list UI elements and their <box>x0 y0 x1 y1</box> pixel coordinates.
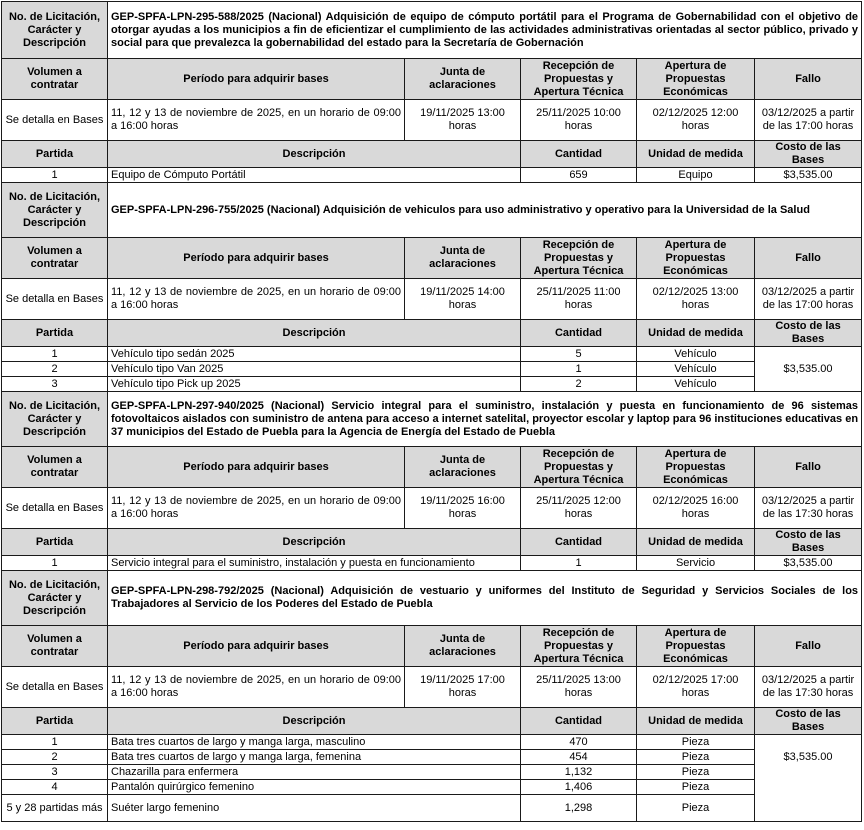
recepcion-value: 25/11/2025 11:00 horas <box>521 279 637 320</box>
item-partida: 5 y 28 partidas más <box>2 795 108 822</box>
descripcion-header: Descripción <box>108 708 521 735</box>
cantidad-header: Cantidad <box>521 141 637 168</box>
item-unidad: Pieza <box>637 765 755 780</box>
periodo-header: Período para adquirir bases <box>108 626 405 667</box>
apertura-value: 02/12/2025 13:00 horas <box>637 279 755 320</box>
partida-header: Partida <box>2 141 108 168</box>
item-row <box>2 347 862 362</box>
periodo-value: 11, 12 y 13 de noviembre de 2025, en un horario de 09:00 a 16:00 horas <box>108 100 405 141</box>
recepcion-value: 25/11/2025 10:00 horas <box>521 100 637 141</box>
item-cantidad: 2 <box>521 377 637 392</box>
cantidad-header: Cantidad <box>521 708 637 735</box>
partida-header: Partida <box>2 529 108 556</box>
item-partida: 2 <box>2 362 108 377</box>
junta-header: Junta de aclaraciones <box>405 59 521 100</box>
volumen-value: Se detalla en Bases <box>2 100 108 141</box>
volumen-header: Volumen a contratar <box>2 59 108 100</box>
item-cantidad: 5 <box>521 347 637 362</box>
periodo-header: Período para adquirir bases <box>108 238 405 279</box>
junta-value: 19/11/2025 16:00 horas <box>405 488 521 529</box>
descripcion-header: Descripción <box>108 141 521 168</box>
fallo-value: 03/12/2025 a partir de las 17:30 horas <box>755 488 862 529</box>
item-partida: 1 <box>2 735 108 750</box>
cantidad-header: Cantidad <box>521 529 637 556</box>
recepcion-header: Recepción de Propuestas y Apertura Técnica <box>521 59 637 100</box>
costo-value: $3,535.00 <box>755 168 862 183</box>
item-unidad: Pieza <box>637 795 755 822</box>
apertura-header: Apertura de Propuestas Económicas <box>637 238 755 279</box>
item-cantidad: 1,298 <box>521 795 637 822</box>
item-cantidad: 470 <box>521 735 637 750</box>
item-descripcion: Bata tres cuartos de largo y manga larga, masculino <box>108 735 521 750</box>
junta-value: 19/11/2025 14:00 horas <box>405 279 521 320</box>
junta-value: 19/11/2025 17:00 horas <box>405 667 521 708</box>
periodo-value: 11, 12 y 13 de noviembre de 2025, en un horario de 09:00 a 16:00 horas <box>108 279 405 320</box>
licitacion-label: No. de Licitación, Carácter y Descripción <box>2 2 108 59</box>
costo-header: Costo de las Bases <box>755 320 862 347</box>
schedule-header-row <box>2 626 862 667</box>
periodo-header: Período para adquirir bases <box>108 447 405 488</box>
item-row <box>2 556 862 571</box>
volumen-value: Se detalla en Bases <box>2 279 108 320</box>
item-descripcion: Vehículo tipo Van 2025 <box>108 362 521 377</box>
item-cantidad: 659 <box>521 168 637 183</box>
item-unidad: Servicio <box>637 556 755 571</box>
apertura-value: 02/12/2025 17:00 horas <box>637 667 755 708</box>
costo-empty-cell <box>755 780 862 822</box>
item-descripcion: Servicio integral para el suministro, instalación y puesta en funcionamiento <box>108 556 521 571</box>
items-header-row <box>2 708 862 735</box>
fallo-header: Fallo <box>755 447 862 488</box>
apertura-header: Apertura de Propuestas Económicas <box>637 59 755 100</box>
schedule-row <box>2 667 862 708</box>
tender-header-row <box>2 2 862 59</box>
item-row <box>2 362 862 377</box>
item-cantidad: 454 <box>521 750 637 765</box>
tender-title: GEP-SPFA-LPN-297-940/2025 (Nacional) Servicio integral para el suministro, instalación y puesta en funcionamiento de 96 sistemas fotovoltaicos aislados con suministro de antena para acceso a internet satelital, proyector escolar y laptop para 96 instituciones educativas en 37 municipios del Estado de Puebla para la Agencia de Energía del Estado de Puebla <box>108 392 862 447</box>
periodo-header: Período para adquirir bases <box>108 59 405 100</box>
tender-header-row <box>2 392 862 447</box>
item-descripcion: Suéter largo femenino <box>108 795 521 822</box>
tender-title: GEP-SPFA-LPN-298-792/2025 (Nacional) Adquisición de vestuario y uniformes del Instituto de Seguridad y Servicios Sociales de los Trabajadores al Servicio de los Poderes del Estado de Puebla <box>108 571 862 626</box>
recepcion-header: Recepción de Propuestas y Apertura Técnica <box>521 447 637 488</box>
item-descripcion: Bata tres cuartos de largo y manga larga, femenina <box>108 750 521 765</box>
schedule-header-row <box>2 59 862 100</box>
volumen-header: Volumen a contratar <box>2 626 108 667</box>
volumen-value: Se detalla en Bases <box>2 667 108 708</box>
unidad-header: Unidad de medida <box>637 141 755 168</box>
partida-header: Partida <box>2 320 108 347</box>
item-row <box>2 168 862 183</box>
recepcion-value: 25/11/2025 12:00 horas <box>521 488 637 529</box>
periodo-value: 11, 12 y 13 de noviembre de 2025, en un horario de 09:00 a 16:00 horas <box>108 667 405 708</box>
item-unidad: Pieza <box>637 735 755 750</box>
junta-header: Junta de aclaraciones <box>405 447 521 488</box>
fallo-value: 03/12/2025 a partir de las 17:00 horas <box>755 279 862 320</box>
item-descripcion: Vehículo tipo sedán 2025 <box>108 347 521 362</box>
item-partida: 3 <box>2 377 108 392</box>
cantidad-header: Cantidad <box>521 320 637 347</box>
item-unidad: Pieza <box>637 750 755 765</box>
periodo-value: 11, 12 y 13 de noviembre de 2025, en un horario de 09:00 a 16:00 horas <box>108 488 405 529</box>
item-descripcion: Chazarilla para enfermera <box>108 765 521 780</box>
item-partida: 1 <box>2 347 108 362</box>
licitacion-label: No. de Licitación, Carácter y Descripción <box>2 183 108 238</box>
costo-value: $3,535.00 <box>755 556 862 571</box>
tender-header-row <box>2 571 862 626</box>
item-row <box>2 795 862 822</box>
item-descripcion: Vehículo tipo Pick up 2025 <box>108 377 521 392</box>
item-unidad: Vehículo <box>637 362 755 377</box>
schedule-header-row <box>2 447 862 488</box>
schedule-header-row <box>2 238 862 279</box>
item-cantidad: 1 <box>521 556 637 571</box>
costo-value: $3,535.00 <box>755 735 862 780</box>
volumen-header: Volumen a contratar <box>2 238 108 279</box>
licitacion-label: No. de Licitación, Carácter y Descripción <box>2 392 108 447</box>
volumen-value: Se detalla en Bases <box>2 488 108 529</box>
item-unidad: Vehículo <box>637 347 755 362</box>
item-partida: 2 <box>2 750 108 765</box>
costo-header: Costo de las Bases <box>755 708 862 735</box>
junta-header: Junta de aclaraciones <box>405 238 521 279</box>
fallo-header: Fallo <box>755 238 862 279</box>
item-row <box>2 780 862 795</box>
items-header-row <box>2 320 862 347</box>
item-cantidad: 1,406 <box>521 780 637 795</box>
item-unidad: Equipo <box>637 168 755 183</box>
partida-header: Partida <box>2 708 108 735</box>
item-cantidad: 1 <box>521 362 637 377</box>
item-partida: 1 <box>2 556 108 571</box>
fallo-value: 03/12/2025 a partir de las 17:00 horas <box>755 100 862 141</box>
volumen-header: Volumen a contratar <box>2 447 108 488</box>
tender-header-row <box>2 183 862 238</box>
recepcion-header: Recepción de Propuestas y Apertura Técnica <box>521 238 637 279</box>
costo-header: Costo de las Bases <box>755 529 862 556</box>
descripcion-header: Descripción <box>108 529 521 556</box>
unidad-header: Unidad de medida <box>637 529 755 556</box>
item-cantidad: 1,132 <box>521 765 637 780</box>
fallo-value: 03/12/2025 a partir de las 17:30 horas <box>755 667 862 708</box>
costo-value: $3,535.00 <box>755 347 862 392</box>
junta-header: Junta de aclaraciones <box>405 626 521 667</box>
apertura-value: 02/12/2025 16:00 horas <box>637 488 755 529</box>
fallo-header: Fallo <box>755 59 862 100</box>
item-row <box>2 765 862 780</box>
apertura-header: Apertura de Propuestas Económicas <box>637 447 755 488</box>
item-descripcion: Pantalón quirúrgico femenino <box>108 780 521 795</box>
item-partida: 3 <box>2 765 108 780</box>
unidad-header: Unidad de medida <box>637 708 755 735</box>
recepcion-value: 25/11/2025 13:00 horas <box>521 667 637 708</box>
junta-value: 19/11/2025 13:00 horas <box>405 100 521 141</box>
descripcion-header: Descripción <box>108 320 521 347</box>
item-partida: 1 <box>2 168 108 183</box>
unidad-header: Unidad de medida <box>637 320 755 347</box>
schedule-row <box>2 488 862 529</box>
tender-title: GEP-SPFA-LPN-295-588/2025 (Nacional) Adquisición de equipo de cómputo portátil para el Programa de Gobernabilidad con el objetivo de otorgar ayudas a los municipios a fin de eficientizar el cumplimiento de las actividades administrativas orientadas al sector público, privado y social para que prevalezca la gobernabilidad del estado para la Secretaría de Gobernación <box>108 2 862 59</box>
item-row <box>2 750 862 765</box>
apertura-value: 02/12/2025 12:00 horas <box>637 100 755 141</box>
costo-header: Costo de las Bases <box>755 141 862 168</box>
item-row <box>2 377 862 392</box>
item-row <box>2 735 862 750</box>
item-partida: 4 <box>2 780 108 795</box>
schedule-row <box>2 100 862 141</box>
apertura-header: Apertura de Propuestas Económicas <box>637 626 755 667</box>
item-unidad: Pieza <box>637 780 755 795</box>
tender-title: GEP-SPFA-LPN-296-755/2025 (Nacional) Adquisición de vehiculos para uso administrativo y operativo para la Universidad de la Salud <box>108 183 862 238</box>
fallo-header: Fallo <box>755 626 862 667</box>
recepcion-header: Recepción de Propuestas y Apertura Técnica <box>521 626 637 667</box>
licitacion-label: No. de Licitación, Carácter y Descripción <box>2 571 108 626</box>
schedule-row <box>2 279 862 320</box>
item-descripcion: Equipo de Cómputo Portátil <box>108 168 521 183</box>
tender-notice-page <box>1 1 863 828</box>
item-unidad: Vehículo <box>637 377 755 392</box>
tender-table <box>1 1 862 822</box>
items-header-row <box>2 529 862 556</box>
items-header-row <box>2 141 862 168</box>
